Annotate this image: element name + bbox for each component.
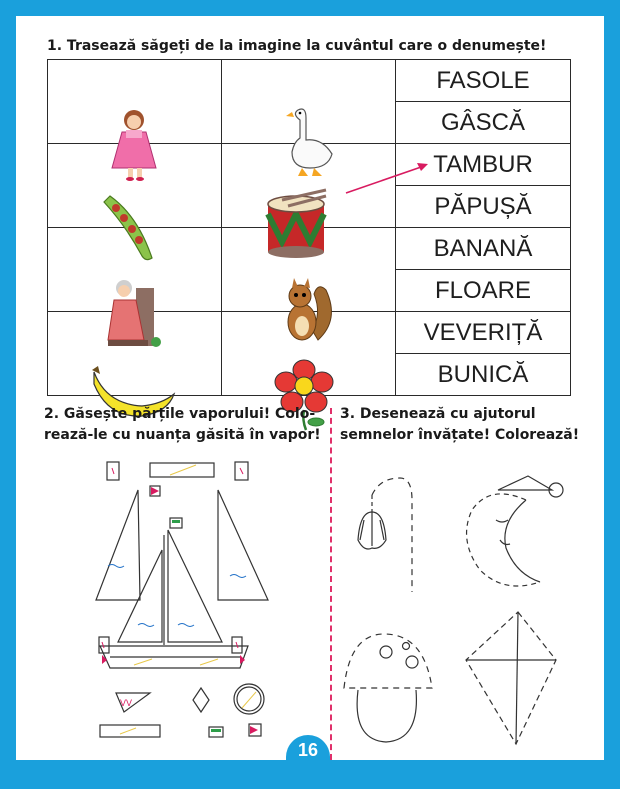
mushroom-icon [344, 634, 432, 742]
exercise3-title-line1: 3. Desenează cu ajutorul [340, 406, 536, 422]
exercise2-title-line2: rează-le cu nuanța găsită în vapor! [44, 427, 321, 443]
word-veverita: VEVERIȚĂ [396, 312, 571, 354]
word-bunica: BUNICĂ [396, 354, 571, 396]
word-floare: FLOARE [396, 270, 571, 312]
exercise2-title-line1: 2. Găsește părțile vaporului! Colo- [44, 406, 316, 422]
word-banana: BANANĂ [396, 228, 571, 270]
word-fasole: FASOLE [396, 60, 571, 102]
page-number: 16 [286, 735, 330, 765]
exercise3-title-line2: semnelor învățate! Colorează! [340, 427, 580, 443]
kite-icon [466, 612, 556, 744]
moon-icon [467, 476, 563, 586]
word-gasca: GÂSCĂ [396, 102, 571, 144]
exercise1-title: 1. Trasează săgeți de la imagine la cuvântul care o denumește! [47, 38, 547, 54]
snowdrop-icon [358, 478, 412, 592]
word-tambur: TAMBUR [396, 144, 571, 186]
word-papusa: PĂPUȘĂ [396, 186, 571, 228]
svg-text:VV: VV [120, 698, 133, 708]
